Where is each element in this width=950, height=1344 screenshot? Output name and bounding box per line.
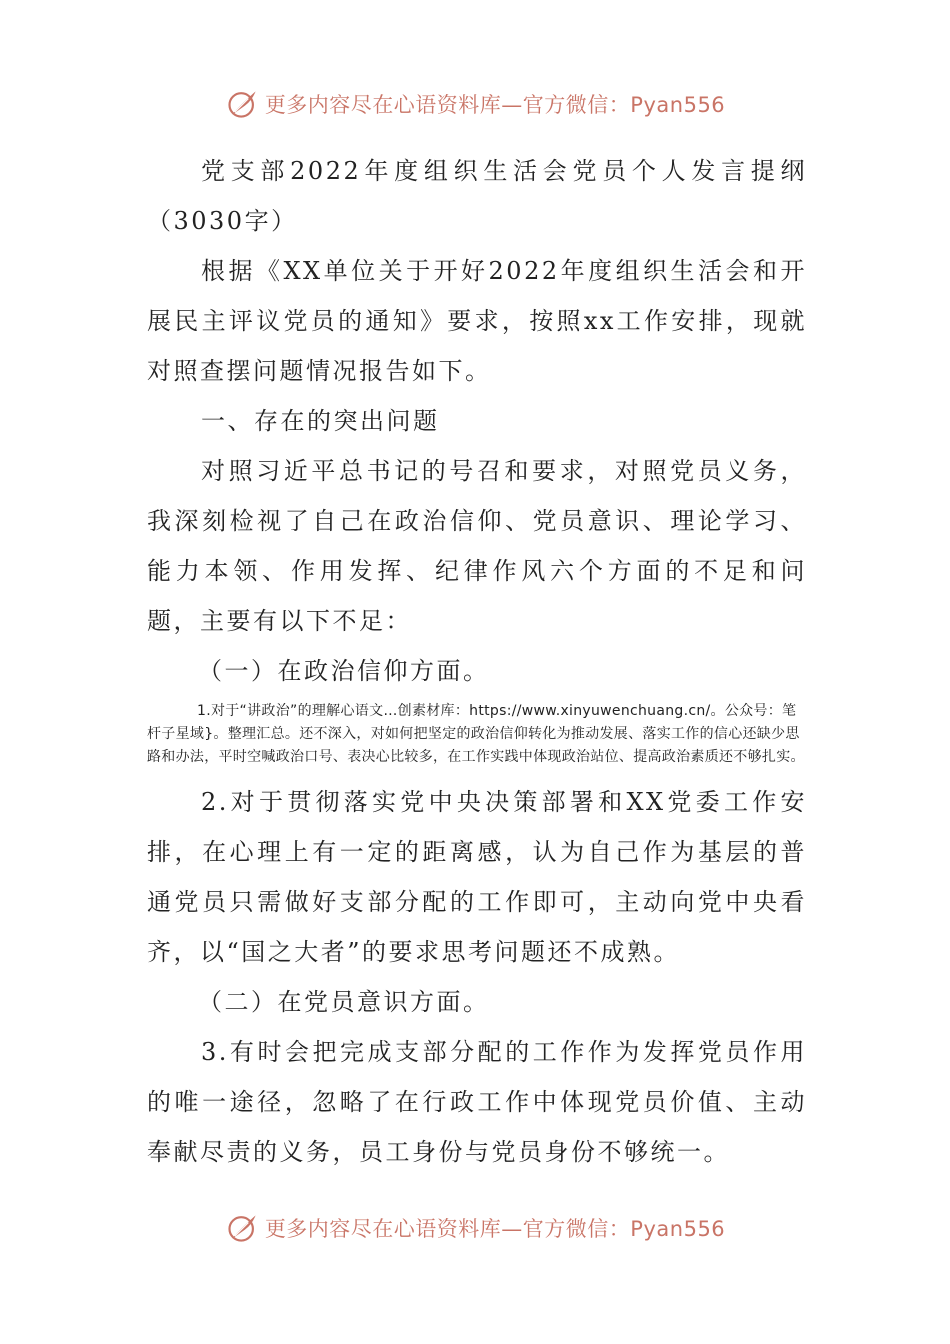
subsection-heading-1: （一）在政治信仰方面。 — [198, 657, 490, 685]
section-intro-paragraph: 对照习近平总书记的号召和要求，对照党员义务，我深刻检视了自己在政治信仰、党员意识、理论学习、能力本领、作用发挥、纪律作风六个方面的不足和问题，主要有以下不足： — [147, 457, 807, 635]
item-1-paragraph: 1.对于“讲政治”的理解心语文…创素材库：https://www.xinyuwenchuang.cn/。公众号：笔杆子星域}。整理汇总。还不深入，对如何把坚定的政治信仰转化为推动发展、落实工作的信心还缺少思路和办法，平时空喊政治口号、表决心比较多，在工作实践中体现政治站位、提高政治素质还不够扎实。 — [147, 703, 805, 765]
item-2-paragraph: 2.对于贯彻落实党中央决策部署和XX党委工作安排，在心理上有一定的距离感，认为自己作为基层的普通党员只需做好支部分配的工作即可，主动向党中央看齐，以“国之大者”的要求思考问题还不成熟。 — [147, 788, 807, 966]
document-title: 党支部2022年度组织生活会党员个人发言提纲（3030字） — [147, 157, 807, 235]
item-3-paragraph: 3.有时会把完成支部分配的工作作为发挥党员作用的唯一途径，忽略了在行政工作中体现党员价值、主动奉献尽责的义务，员工身份与党员身份不够统一。 — [147, 1038, 807, 1166]
watermark-text: 更多内容尽在心语资料库—官方微信：Pyan556 — [264, 1217, 726, 1241]
watermark-banner-top — [0, 84, 950, 124]
intro-paragraph: 根据《XX单位关于开好2022年度组织生活会和开展民主评议党员的通知》要求，按照xx工作安排，现就对照查摆问题情况报告如下。 — [147, 257, 807, 385]
section-heading-1: 一、存在的突出问题 — [201, 407, 440, 435]
watermark-text: 更多内容尽在心语资料库—官方微信：Pyan556 — [264, 93, 726, 117]
subsection-heading-2: （二）在党员意识方面。 — [198, 988, 490, 1016]
document-body — [147, 146, 807, 1177]
watermark-banner-bottom — [0, 1208, 950, 1248]
quill-logo-icon — [225, 86, 261, 122]
quill-logo-icon — [225, 1210, 261, 1246]
